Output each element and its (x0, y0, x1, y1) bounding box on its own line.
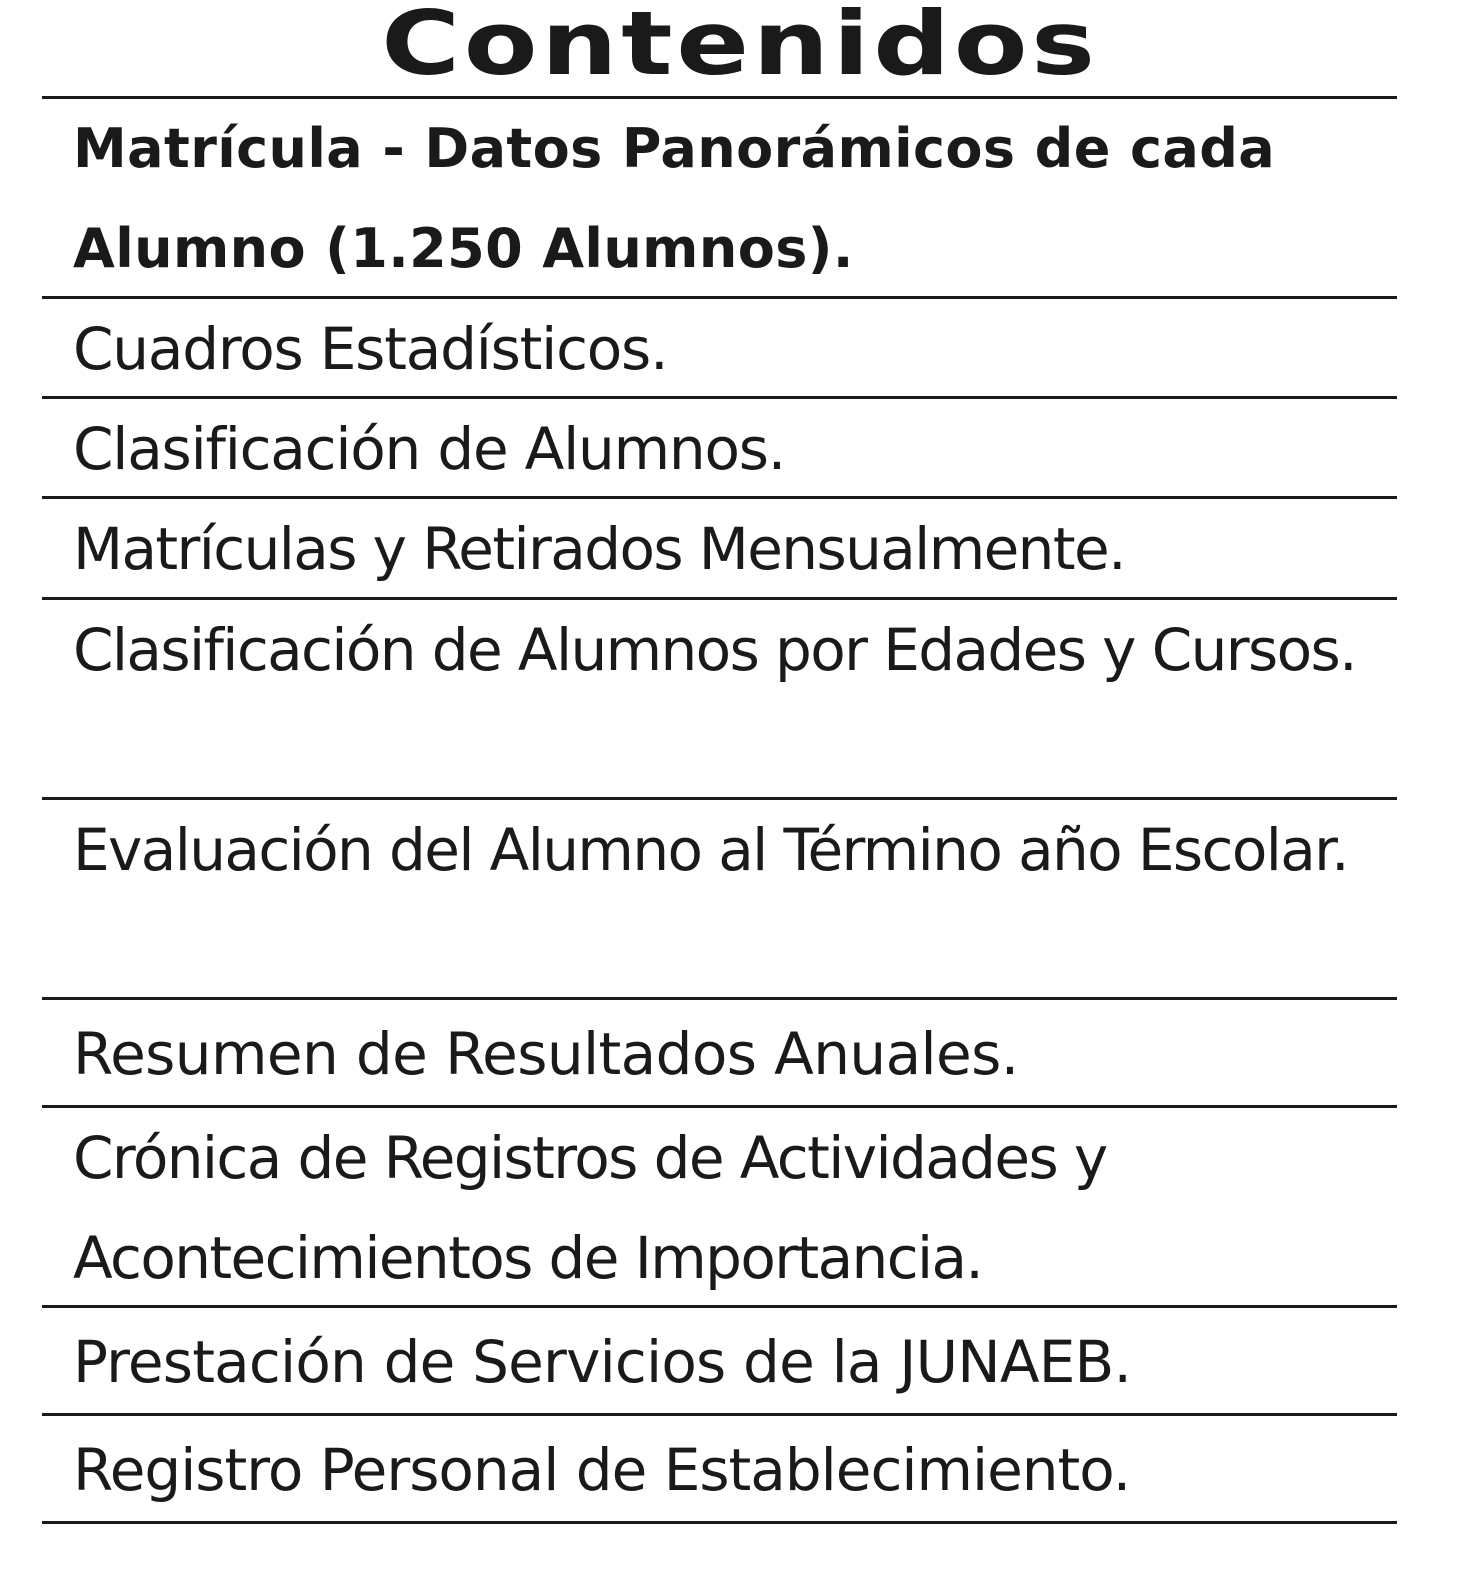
contents-list (42, 96, 1397, 1524)
list-item-registro-personal (42, 1416, 1397, 1524)
list-item-clasificacion-edades (42, 600, 1397, 800)
list-item-label: Clasificación de Alumnos por Edades y Cursos. (73, 616, 1356, 684)
list-item-clasificacion-alumnos (42, 399, 1397, 499)
list-item-label: Clasificación de Alumnos. (73, 415, 786, 483)
list-item-label: Matrícula - Datos Panorámicos de cada Alumno (1.250 Alumnos). (73, 117, 1276, 280)
page-title: Contenidos (381, 0, 1099, 95)
list-item-junaeb (42, 1308, 1397, 1416)
list-item-matricula (42, 99, 1397, 299)
list-item-resumen-resultados (42, 1000, 1397, 1108)
list-item-label: Registro Personal de Establecimiento. (73, 1436, 1131, 1504)
list-item-cronica-registros (42, 1108, 1397, 1308)
list-item-label: Resumen de Resultados Anuales. (73, 1020, 1019, 1088)
list-item-matriculas-retirados (42, 499, 1397, 600)
list-item-cuadros-estadisticos (42, 299, 1397, 399)
list-item-label: Crónica de Registros de Actividades y Acontecimientos de Importancia. (73, 1124, 1107, 1292)
list-item-evaluacion-alumno (42, 800, 1397, 1000)
list-item-label: Prestación de Servicios de la JUNAEB. (73, 1328, 1132, 1396)
list-item-label: Cuadros Estadísticos. (73, 315, 668, 383)
list-item-label: Evaluación del Alumno al Término año Escolar. (73, 816, 1348, 884)
list-item-label: Matrículas y Retirados Mensualmente. (73, 515, 1125, 583)
